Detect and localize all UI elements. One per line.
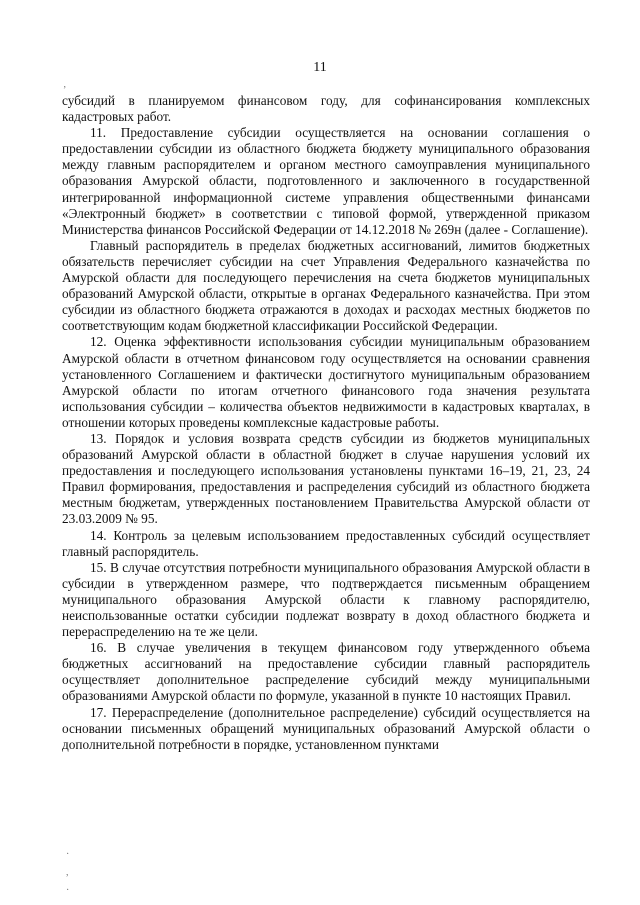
paragraph-11-transfer: Главный распорядитель в пределах бюджетных ассигнований, лимитов бюджетных обязательств перечисляет субсидии на счет Управления Федерального казначейства по Амурской области для последующего перечисления на счета бюджетов муниципальных образований Амурской области, открытые в органах Федерального казначейства. При этом субсидии из областного бюджета отражаются в доходах и расходах местных бюджетов по соответствующим кодам бюджетной классификации Российской Федерации. — [62, 237, 590, 334]
paragraph-11: 11. Предоставление субсидии осуществляется на основании соглашения о предоставлении субсидии из областного бюджета бюджету муниципального образования между главным распорядителем и органом местного самоуправления муниципального образования Амурской области, подготовленного и заключенного в государственной интегрированной информационной системе управления общественными финансами «Электронный бюджет» в соответствии с типовой формой, утвержденной приказом Министерства финансов Российской Федерации от 14.12.2018 № 269н (далее - Соглашение). — [62, 125, 590, 237]
document-body — [62, 93, 590, 753]
paragraph-12: 12. Оценка эффективности использования субсидии муниципальным образованием Амурской области в отчетном финансовом году осуществляется на основании сравнения установленного Соглашением и фактически достигнутого муниципальным образованием Амурской области по итогам отчетного финансового года значения результата использования субсидии – количества объектов недвижимости в кадастровых кварталах, в отношении которых проведены комплексные кадастровые работы. — [62, 334, 590, 430]
scan-mark: · — [66, 849, 70, 860]
paragraph-16: 16. В случае увеличения в текущем финансовом году утвержденного объема бюджетных ассигнований на предоставление субсидии главный распорядитель осуществляет дополнительное распределение субсидий между муниципальными образованиями Амурской области по формуле, указанной в пункте 10 настоящих Правил. — [62, 640, 590, 704]
scan-mark: · — [66, 885, 70, 896]
scan-mark: , — [66, 867, 69, 878]
paragraph-continuation: субсидий в планируемом финансовом году, для софинансирования комплексных кадастровых работ. — [62, 93, 590, 125]
paragraph-14: 14. Контроль за целевым использованием предоставленных субсидий осуществляет главный распорядитель. — [62, 527, 590, 559]
paragraph-13: 13. Порядок и условия возврата средств субсидии из бюджетов муниципальных образований Амурской области в областной бюджет в случае нарушения условий их предоставления и последующего использования установлены пунктами 16–19, 21, 23, 24 Правил формирования, предоставления и распределения субсидий из областного бюджета местным бюджетам, утвержденных постановлением Правительства Амурской области от 23.03.2009 № 95. — [62, 430, 590, 527]
paragraph-17: 17. Перераспределение (дополнительное распределение) субсидий осуществляется на основании письменных обращений муниципальных образований Амурской области о дополнительной потребности в порядке, установленном пунктами — [62, 704, 590, 752]
scan-mark: ‚ — [63, 79, 67, 90]
page-number: 11 — [313, 60, 327, 75]
paragraph-15: 15. В случае отсутствия потребности муниципального образования Амурской области в субсидии в утвержденном размере, что подтверждается письменным обращением муниципального образования Амурской области к главному распорядителю, неиспользованные остатки субсидии подлежат возврату в доход областного бюджета и перераспределению на те же цели. — [62, 559, 590, 640]
